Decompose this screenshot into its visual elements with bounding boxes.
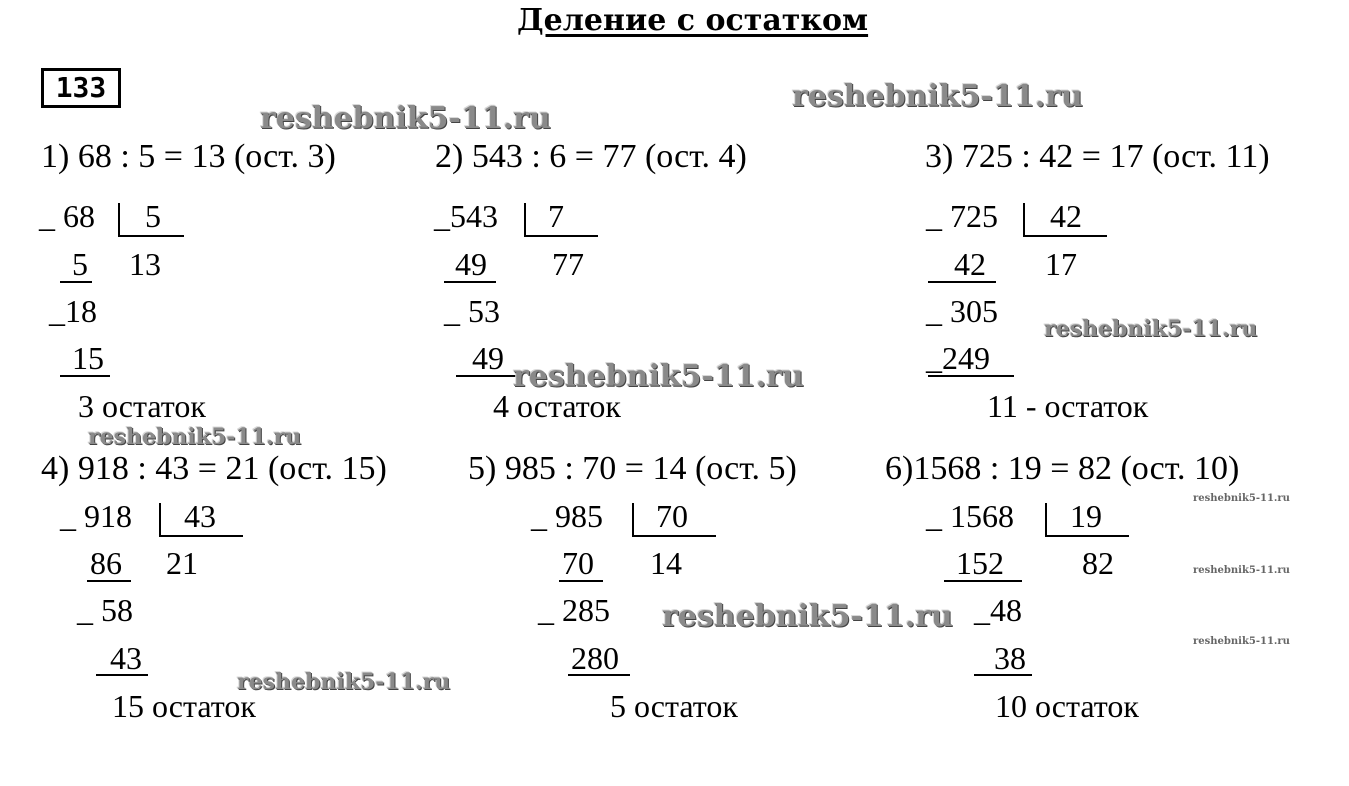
divisor: 7: [548, 198, 564, 234]
step-1: 49: [455, 246, 487, 282]
step-underline: [87, 580, 131, 582]
step-underline: [928, 375, 1014, 377]
division-bar: [1023, 203, 1025, 236]
equation: 1) 68 : 5 = 13 (ост. 3): [41, 138, 336, 175]
step-2: _48: [974, 592, 1022, 628]
step-underline: [96, 674, 148, 676]
divisor-underline: [524, 235, 598, 237]
step-underline: [944, 580, 1022, 582]
step-3: 280: [571, 640, 619, 676]
quotient: 13: [129, 246, 161, 282]
divisor: 5: [145, 198, 161, 234]
divisor-underline: [159, 535, 243, 537]
division-bar: [1045, 503, 1047, 536]
step-2: _ 58: [77, 592, 133, 628]
step-2: _ 305: [926, 293, 998, 329]
watermark: reshebnik5-11.ru: [1193, 493, 1290, 504]
equation: 5) 985 : 70 = 14 (ост. 5): [468, 450, 797, 487]
watermark: reshebnik5-11.ru: [513, 359, 804, 394]
divisor-underline: [1023, 235, 1107, 237]
division-bar: [524, 203, 526, 236]
division-bar: [118, 203, 120, 236]
step-2: _ 285: [538, 592, 610, 628]
dividend: _543: [434, 198, 498, 234]
step-underline: [444, 281, 496, 283]
quotient: 82: [1082, 545, 1114, 581]
step-underline: [974, 674, 1032, 676]
step-underline: [928, 281, 996, 283]
step-underline: [456, 375, 516, 377]
remainder: 3 остаток: [78, 388, 206, 424]
page-title: Деление с остатком: [517, 3, 869, 38]
quotient: 17: [1045, 246, 1077, 282]
dividend: _ 1568: [926, 498, 1014, 534]
step-1: 152: [956, 545, 1004, 581]
step-1: 86: [90, 545, 122, 581]
step-3: 38: [994, 640, 1026, 676]
quotient: 77: [552, 246, 584, 282]
watermark: reshebnik5-11.ru: [1193, 565, 1290, 576]
watermark: reshebnik5-11.ru: [237, 669, 451, 695]
equation: 3) 725 : 42 = 17 (ост. 11): [925, 138, 1270, 175]
watermark: reshebnik5-11.ru: [792, 79, 1083, 114]
equation: 4) 918 : 43 = 21 (ост. 15): [41, 450, 387, 487]
dividend: _ 985: [531, 498, 603, 534]
watermark: reshebnik5-11.ru: [1193, 636, 1290, 647]
divisor: 42: [1050, 198, 1082, 234]
quotient: 14: [650, 545, 682, 581]
quotient: 21: [166, 545, 198, 581]
watermark: reshebnik5-11.ru: [662, 599, 953, 634]
step-1: 5: [72, 246, 88, 282]
step-3: 43: [110, 640, 142, 676]
division-bar: [632, 503, 634, 536]
dividend: _ 68: [39, 198, 95, 234]
remainder: 5 остаток: [610, 688, 738, 724]
step-2: _ 53: [444, 293, 500, 329]
task-number-badge: 133: [41, 68, 121, 108]
step-3: 49: [472, 340, 504, 376]
step-underline: [60, 375, 110, 377]
divisor-underline: [118, 235, 184, 237]
watermark: reshebnik5-11.ru: [1044, 316, 1258, 342]
divisor: 19: [1070, 498, 1102, 534]
divisor: 70: [656, 498, 688, 534]
watermark: reshebnik5-11.ru: [88, 424, 302, 450]
divisor-underline: [1045, 535, 1129, 537]
remainder: 4 остаток: [493, 388, 621, 424]
step-1: 70: [562, 545, 594, 581]
dividend: _ 918: [60, 498, 132, 534]
watermark: reshebnik5-11.ru: [260, 101, 551, 136]
divisor-underline: [632, 535, 716, 537]
equation: 2) 543 : 6 = 77 (ост. 4): [435, 138, 747, 175]
step-2: _18: [49, 293, 97, 329]
step-underline: [559, 580, 603, 582]
remainder: 11 - остаток: [987, 388, 1149, 424]
divisor: 43: [184, 498, 216, 534]
dividend: _ 725: [926, 198, 998, 234]
remainder: 15 остаток: [112, 688, 256, 724]
remainder: 10 остаток: [995, 688, 1139, 724]
step-underline: [568, 674, 630, 676]
step-3: _249: [926, 340, 990, 376]
step-1: 42: [954, 246, 986, 282]
equation: 6)1568 : 19 = 82 (ост. 10): [885, 450, 1240, 487]
division-bar: [159, 503, 161, 536]
step-3: 15: [72, 340, 104, 376]
step-underline: [60, 281, 92, 283]
